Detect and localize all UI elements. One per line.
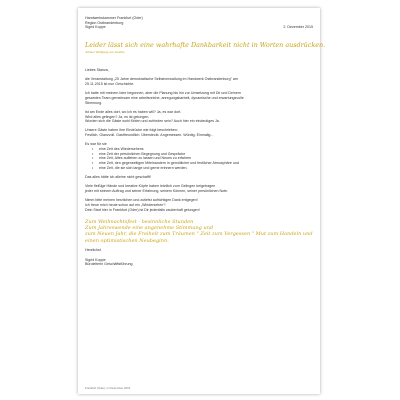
event-list: [85, 147, 313, 171]
wishes-line-4: einen optimistischen Neubeginn.: [85, 237, 169, 244]
wishes-line-2: Zum Jahreswende eine angenehme Stimmung und: [85, 225, 214, 232]
signature-name: Sigrid Koppe: [85, 257, 106, 262]
wishes-block: [85, 219, 313, 244]
paragraph-2-line-1: Ich hatte mit meinem Idee begonnen, aber die Planung bis hin zur Umsetzung mit Dir und Deinem: [85, 91, 241, 96]
letter-content: [85, 16, 326, 267]
list-item: • eine Zeit, Altes aufleben zu lassen und Neues zu erfahren: [99, 156, 313, 161]
paragraph-2-line-2: gesamten Team gemeinsam eine arbeitsreiche, anregungsbarbeit, dynamische und erwartungsvolle: [85, 95, 244, 100]
sender-line-1: Handwerkskammer Frankfurt (Oder): [85, 16, 143, 20]
quote-author: Johann Wolfgang von Goethe: [85, 50, 125, 55]
paragraph-3-line-2: Wird alles gelingen? Ja, es ist gelungen.: [85, 114, 150, 119]
signature-title: Büroleiterin Geschäftsführung: [85, 262, 133, 267]
list-item: • eine Zeit der persönlichen Begegnung und Gespräche: [99, 152, 313, 157]
list-intro: Es war für sie: [85, 142, 107, 147]
list-item: • eine Zeit des Wiedersehens: [99, 147, 313, 152]
closing: Herzlichst: [85, 248, 101, 253]
paragraph-1-line-2: 25.11.2015 ist nun Geschichte.: [85, 82, 135, 87]
letter-footer: Frankfurt (Oder), im Dezember 2015: [85, 386, 131, 390]
paragraph-6-line-1: Viele fleißige Hände und kreative Köpfe haben letztlich zum Gelingen beigetragen: [85, 184, 216, 189]
paragraph-3-line-3: Wurden sich die Gäste wohl fühlen und zufrieden sein? Auch hier ein eindeutiges Ja.: [85, 119, 220, 124]
salutation: Liebes Stanza,: [85, 68, 109, 73]
letter-page: [78, 8, 326, 394]
letter-header: [85, 16, 313, 30]
paragraph-7-line-3: Dein Start hier in Frankfurt (Oder) ist Dir jedenfalls zauberhaft gelungen!: [85, 207, 200, 212]
sender-line-3: Sigrid Koppe: [85, 25, 106, 30]
list-item: • eine Zeit, die sie sich lange und gerne erinnern werden.: [99, 166, 313, 171]
paragraph-7-line-1: Nimm bitte meinen herzlichen und zutiefst aufrichtigen Dank entgegen!: [85, 198, 198, 203]
wishes-line-1: Zum Weihnachtsfest - besinnliche Stunden: [85, 218, 194, 225]
quote: Leider lässt sich eine wahrhafte Dankbarkeit nicht in Worten ausdrücken.: [85, 41, 326, 50]
paragraph-4-line-1: Unsere Gäste haben ihre Eindrücke wie folgt beschrieben:: [85, 128, 178, 133]
paragraph-2-line-3: Stimmung.: [85, 100, 103, 105]
letter-date: 2. Dezember 2015: [283, 25, 313, 30]
list-item: • eine Zeit, den gegenseitigen Miteinandern in gemütlicher und festlicher Atmosphäre und: [99, 161, 313, 166]
paragraph-6-line-2: jeder mit seinem Auftrag und seiner Erfahrung, seinem Können, seiner persönlichen Note.: [85, 188, 229, 193]
paragraph-4-line-2: Festlich. Glanzvoll. Gastfreundlich. Übersteckt. Angemessen. Würdig. Einmalig...: [85, 133, 214, 138]
sender-line-2: Region Ostbrandenburg: [85, 20, 124, 25]
paragraph-1-line-1: die Veranstaltung „25 Jahre demokratische Selbstverwaltung im Handwerk Ostbrandenburg" am: [85, 77, 238, 82]
paragraph-5: Das alles hätte ich alleine nicht geschafft!: [85, 175, 151, 180]
wishes-line-3: zum Neuen Jahr, die Freiheit zum Träumen " Zeit zum Vergessen " Mut zum Handeln und: [85, 231, 313, 238]
paragraph-3-line-1: Ist am Ende alles dort, wo ich es haben will? Ja, es war dort.: [85, 109, 182, 114]
paragraph-7-line-2: Ich freue mich heute schon auf ein „Wiedersehen“!: [85, 202, 166, 207]
